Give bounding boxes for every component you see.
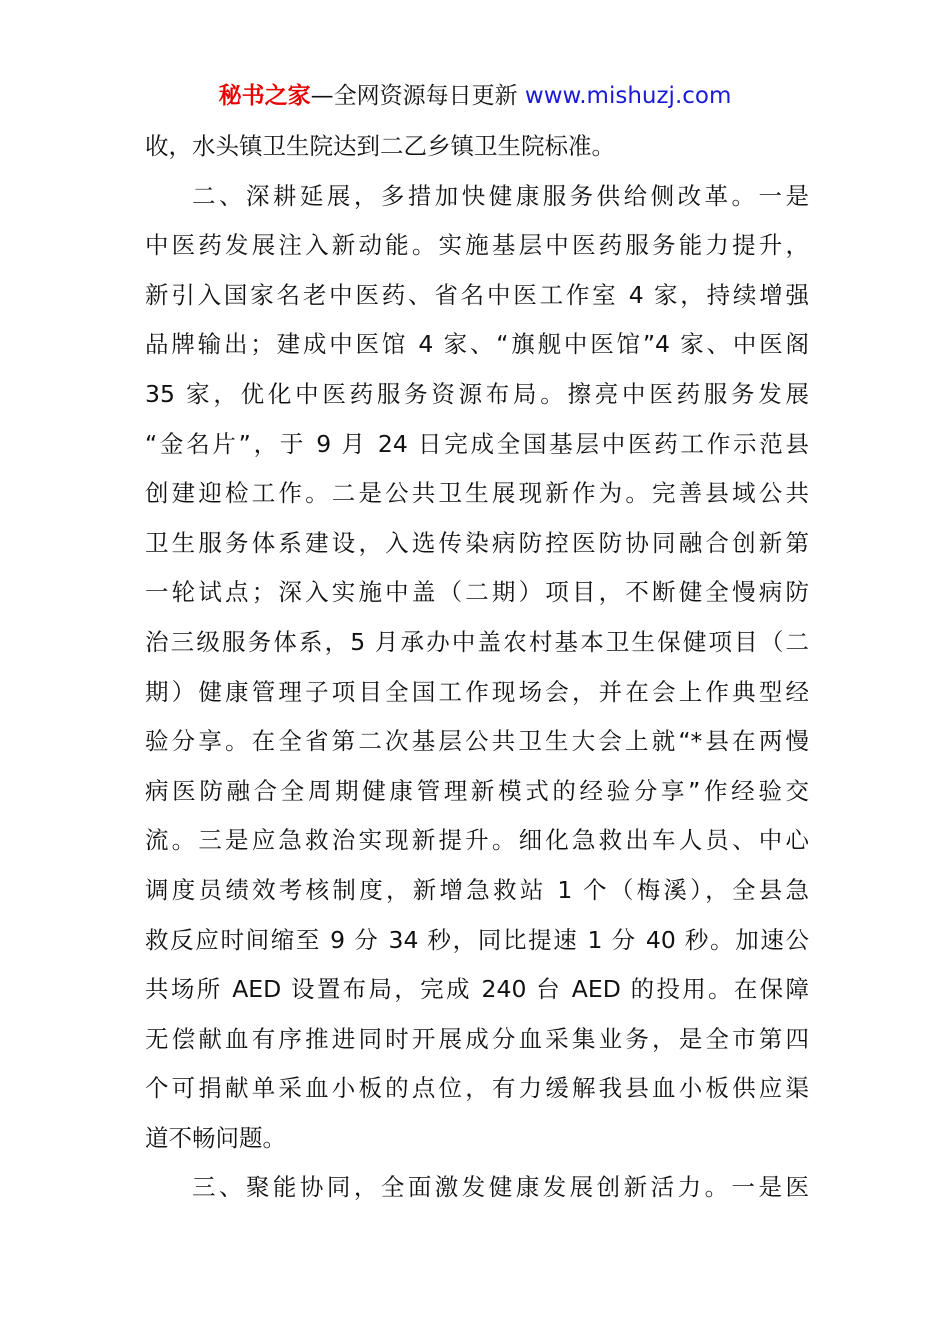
text-line: 品牌输出；建成中医馆 4 家、“旗舰中医馆”4 家、中医阁: [145, 330, 809, 359]
text-line: 35 家，优化中医药服务资源布局。擦亮中医药服务发展: [145, 379, 809, 408]
text-line: 创建迎检工作。二是公共卫生展现新作为。完善县域公共: [145, 479, 809, 508]
text-line: 验分享。在全省第二次基层公共卫生大会上就“*县在两慢: [145, 727, 809, 756]
text-line: 救反应时间缩至 9 分 34 秒，同比提速 1 分 40 秒。加速公: [145, 925, 809, 954]
text-line: 卫生服务体系建设，入选传染病防控医防协同融合创新第: [145, 528, 809, 557]
text-line: 中医药发展注入新动能。实施基层中医药服务能力提升，: [145, 231, 809, 260]
text-line: 期）健康管理子项目全国工作现场会，并在会上作典型经: [145, 677, 809, 706]
text-line: 道不畅问题。: [145, 1123, 286, 1152]
text-line: 治三级服务体系，5 月承办中盖农村基本卫生保健项目（二: [145, 627, 809, 656]
document-body: [145, 122, 809, 1213]
text-line: 共场所 AED 设置布局，完成 240 台 AED 的投用。在保障: [145, 975, 809, 1004]
text-line: 新引入国家名老中医药、省名中医工作室 4 家，持续增强: [145, 280, 809, 309]
text-line: 三、聚能协同，全面激发健康发展创新活力。一是医: [192, 1173, 809, 1202]
site-tagline: —全网资源每日更新: [310, 83, 518, 109]
text-line: 无偿献血有序推进同时开展成分血采集业务，是全市第四: [145, 1024, 809, 1053]
site-brand: 秘书之家: [218, 83, 311, 109]
site-header: [0, 80, 950, 112]
text-line: 二、深耕延展，多措加快健康服务供给侧改革。一是: [192, 181, 809, 210]
text-line: 个可捐献单采血小板的点位，有力缓解我县血小板供应渠: [145, 1074, 809, 1103]
text-line: 流。三是应急救治实现新提升。细化急救出车人员、中心: [145, 826, 809, 855]
site-url-link[interactable]: www.mishuzj.com: [524, 83, 732, 109]
text-line: “金名片”，于 9 月 24 日完成全国基层中医药工作示范县: [145, 429, 809, 458]
text-line: 收，水头镇卫生院达到二乙乡镇卫生院标准。: [145, 132, 615, 160]
text-line: 调度员绩效考核制度，新增急救站 1 个（梅溪），全县急: [145, 875, 809, 904]
text-line: 病医防融合全周期健康管理新模式的经验分享”作经验交: [145, 776, 809, 805]
text-line: 一轮试点；深入实施中盖（二期）项目，不断健全慢病防: [145, 578, 809, 607]
